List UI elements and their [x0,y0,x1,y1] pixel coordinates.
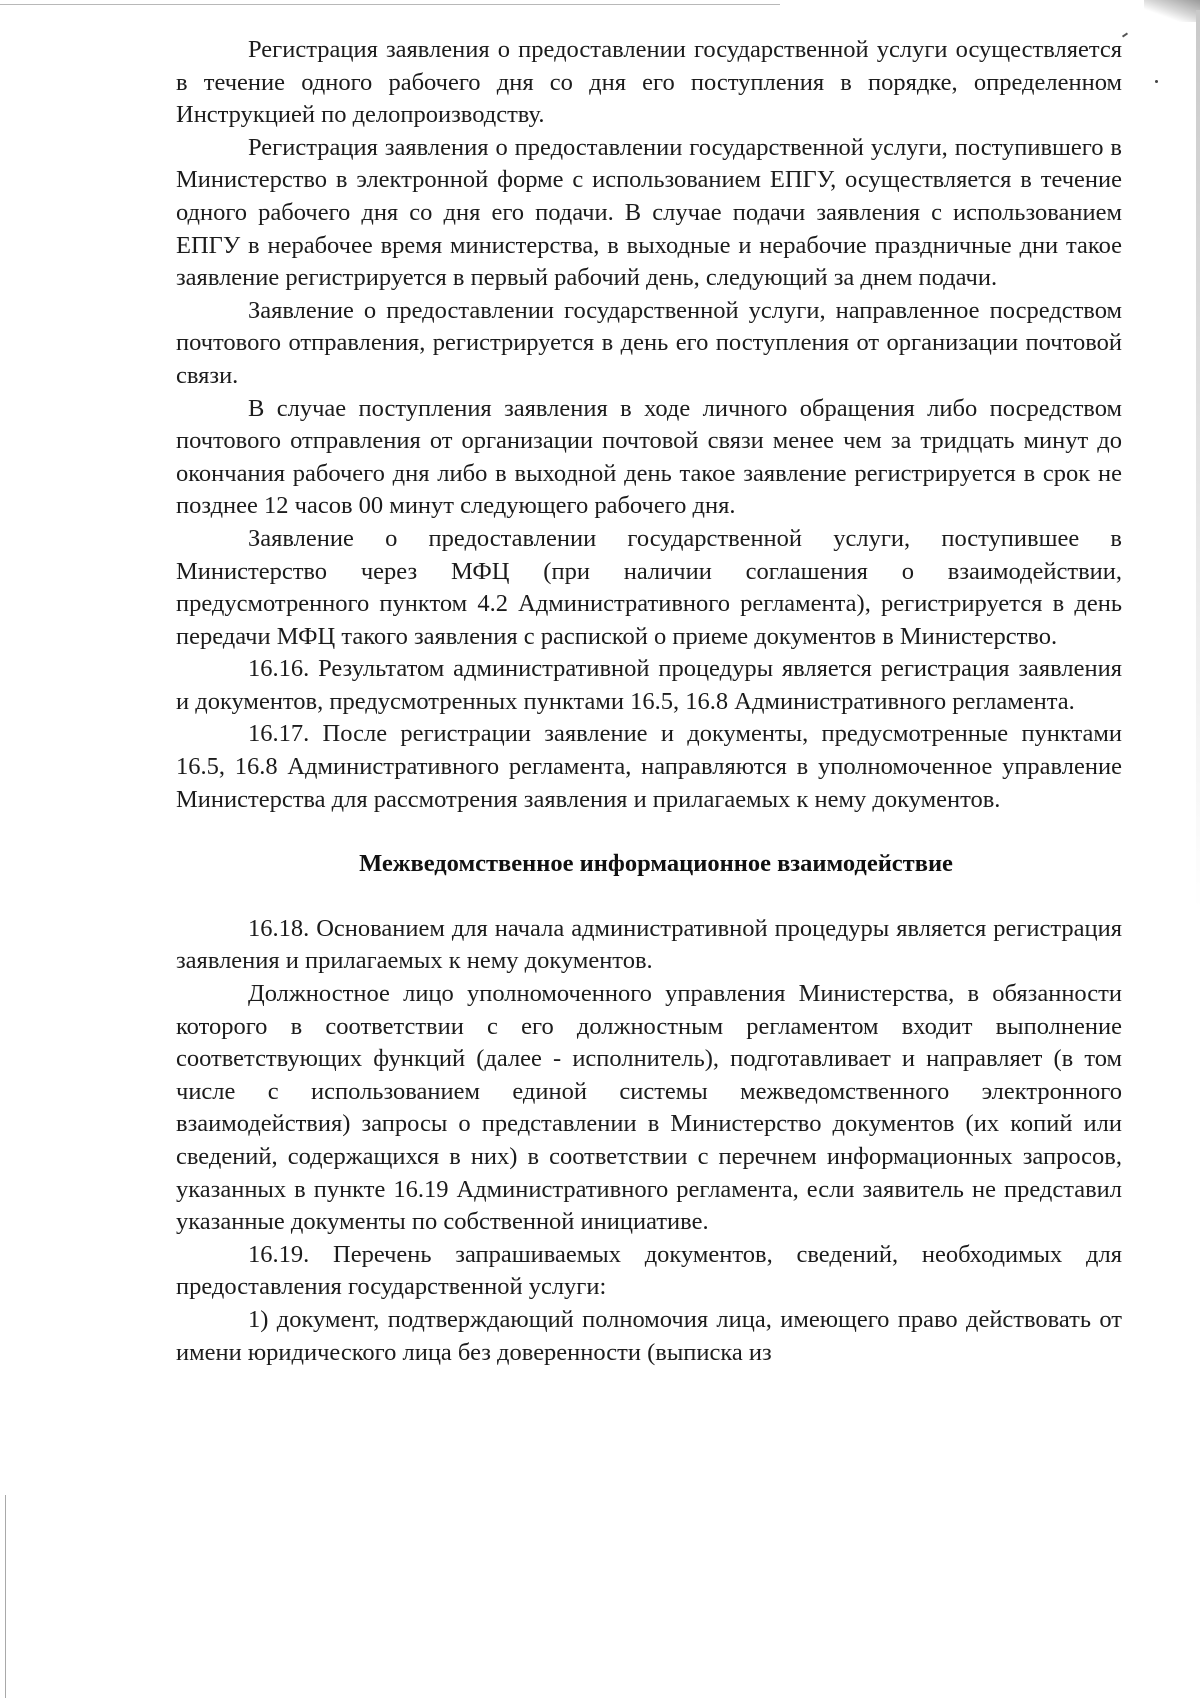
scan-folded-corner [1144,0,1200,22]
scan-edge-top [0,4,780,5]
paragraph-16-19: 16.19. Перечень запрашиваемых документов, сведений, необходимых для предоставления государственной услуги: [176,1240,1122,1301]
paragraph-executor-requests: Должностное лицо уполномоченного управления Министерства, в обязанности которого в соответствии с его должностным регламентом входит выполнение соответствующих функций (далее - исполнитель), подготавливает и направляет (в том числе с использованием единой системы межведомственного электронного взаимодействия) запросы о представлении в Министерство документов (их копий или сведений, содержащихся в них) в соответствии с перечнем информационных запросов, указанных в пункте 16.19 Административного регламента, если заявитель не представил указанные документы по собственной инициативе. [176,980,1122,1236]
paragraph-16-16: 16.16. Результатом административной процедуры является регистрация заявления и документов, предусмотренных пунктами 16.5, 16.8 Административного регламента. [176,655,1122,715]
section-heading: Межведомственное информационное взаимодействие [359,850,953,878]
paragraph-registration-timing: Регистрация заявления о предоставлении государственной услуги осуществляется в течение одного рабочего дня со дня его поступления в порядке, определенном Инструкцией по делопроизводству. [176,36,1122,129]
paragraph-late-registration: В случае поступления заявления в ходе личного обращения либо посредством почтового отправления от организации почтовой связи менее чем за тридцать минут до окончания рабочего дня либо в выходной день такое заявление регистрируется в срок не позднее 12 часов 00 минут следующего рабочего дня. [176,394,1122,520]
paragraph-mfc-registration: Заявление о предоставлении государственной услуги, поступившее в Министерство через МФЦ (при наличии соглашения о взаимодействии, предусмотренного пунктом 4.2 Административного регламента), регистрируется в день передачи МФЦ такого заявления с распиской о приеме документов в Министерство. [176,524,1122,650]
scan-speck [1155,80,1158,83]
scan-mark [1122,32,1128,37]
paragraph-postal-registration: Заявление о предоставлении государственной услуги, направленное посредством почтового отправления, регистрируется в день его поступления от организации почтовой связи. [176,296,1122,389]
paragraph-16-18: 16.18. Основанием для начала административной процедуры является регистрация заявления и прилагаемых к нему документов. [176,914,1122,975]
paragraph-16-17: 16.17. После регистрации заявление и документы, предусмотренные пунктами 16.5, 16.8 Административного регламента, направляются в уполномоченное управление Министерства для рассмотрения заявления и прилагаемых к нему документов. [176,720,1122,813]
document-body [176,34,1122,1369]
scan-edge-left [5,1495,6,1698]
paragraph-electronic-registration: Регистрация заявления о предоставлении государственной услуги, поступившего в Министерство в электронной форме с использованием ЕПГУ, осуществляется в течение одного рабочего дня со дня его подачи. В случае подачи заявления с использованием ЕПГУ в нерабочее время министерства, в выходные и нерабочие праздничные дни такое заявление регистрируется в первый рабочий день, следующий за днем подачи. [176,133,1122,292]
scan-shadow-right [1196,10,1200,910]
list-item-1: 1) документ, подтверждающий полномочия лица, имеющего право действовать от имени юридического лица без доверенности (выписка из [176,1305,1122,1366]
